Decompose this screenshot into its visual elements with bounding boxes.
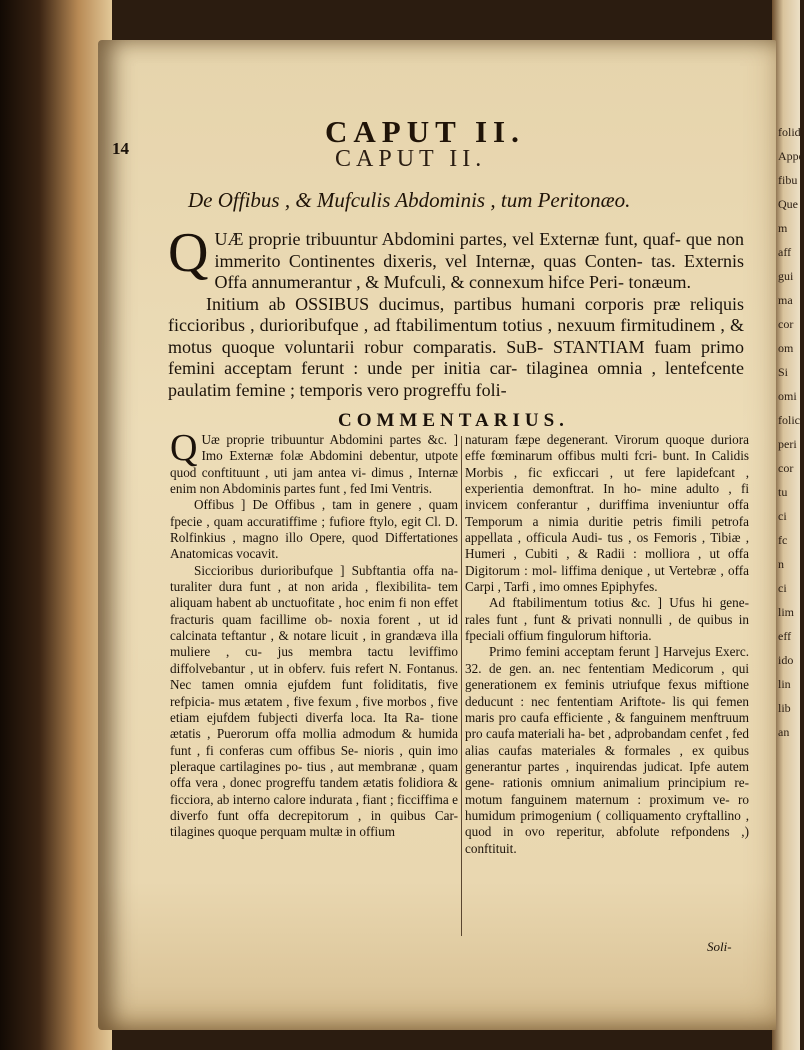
facing-page-fragment: aff [778, 245, 792, 259]
facing-page-fragment: Si [778, 365, 789, 379]
commentary-right-column [465, 432, 749, 857]
facing-page-fragment: an [778, 725, 790, 739]
facing-page-fragment: tu [778, 485, 788, 499]
facing-page-fragment: cor [778, 461, 794, 475]
facing-page-fragment: gui [778, 269, 794, 283]
facing-page-edge [772, 0, 804, 1050]
commentary-paragraph: Offibus ] De Offibus , tam in genere , quam fpecie , quam accuratiffime ; fufiore ftylo, egit Cl. D. Rolfinkius , magno illo Opere, quod Differtationes Anatomicas vocavit. [170, 497, 458, 562]
intro-paragraph-2: Initium ab OSSIBUS ducimus, partibus humani corporis præ reliquis ficcioribus , durioribufque , ad ftabilimentum totius , nexuum firmitudinem , & motus quoque voluntarii robur comparatis. SuB- STANTIAM fuam primo femini acceptam ferunt : unde per initia car- tilaginea omnia , lentefcente paulatim femine ; temporis vero progreffu foli- [168, 293, 744, 400]
facing-page-fragment: fibu [778, 173, 798, 187]
facing-page-fragment: ci [778, 509, 787, 523]
facing-page-fragment: omi [778, 389, 797, 403]
facing-page-text [778, 120, 804, 744]
facing-page-fragment: om [778, 341, 794, 355]
drop-cap-small: Q [170, 427, 198, 469]
facing-page-fragment: eff [778, 629, 792, 643]
facing-page-fragment: lib [778, 701, 791, 715]
commentary-paragraph: Ad ftabilimentum totius &c. ] Ufus hi gene- rales funt , funt & privati nonnulli , de quibus in fpeciali offium fingulorum hiftoria. [465, 595, 749, 644]
intro-paragraph-1 [168, 222, 744, 294]
commentary-paragraph: Primo femini acceptam ferunt ] Harvejus Exerc. 32. de gen. an. nec fententiam Medicorum , qui generationem ex feminis utriufque fexus miftione deducunt : nec fententiam Ariftote- lis qui femen maris pro caufa efficiente , & fanguinem menftruum pro caufa materiali ha- bet , adprobandam cenfet , fed alias caufas materiales & formales , ex quibus generantur partes , inquirendas judicat. Ipfe autem gene- rationis omnium animalium principium re- motum fanguinem maternum : proximum ve- ro humidum primogenium ( colliquamento cryftallino , quod in ovo reperitur, abfolute refpondens ,) conftituit. [465, 644, 749, 856]
facing-page-fragment: ma [778, 293, 793, 307]
catchword: Soli- [707, 939, 732, 954]
intro-paragraph-1-text: UÆ proprie tribuuntur Abdomini partes, vel Externæ funt, quaf- que non immerito Continentes dixeris, vel Internæ, quas Conten- tas. Externis Offa annumerantur , & Mufculi, & connexum hifce Peri- tonæum. [214, 229, 744, 292]
facing-page-fragment: ci [778, 581, 787, 595]
commentary-heading: COMMENTARIUS. [338, 410, 569, 431]
facing-page-fragment: n [778, 557, 784, 571]
intro-text [168, 222, 744, 401]
chapter-title: CAPUT II. [335, 146, 487, 172]
facing-page-fragment: lin [778, 677, 791, 691]
commentary-paragraph: naturam fæpe degenerant. Virorum quoque duriora effe fœminarum offibus multi fcri- bunt. In Calidis Morbis , fic exficcari , ut fere lapidefcant , experientia demonftrat. In ho- mine adulto , fi invicem conferantur , duriffima inveniuntur offa Temporum a nimia duritie petris fimili petrofa appellata , officula Audi- tus , os Femoris , Tibiæ , Humeri , Cubiti , & Radii : molliora , ut offa Digitorum : mol- liffima denique , ut Vertebræ , offa Carpi , Tarfi , imo omnes Epiphyfes. [465, 432, 749, 595]
facing-page-fragment: Que [778, 197, 798, 211]
facing-page-fragment: fc [778, 533, 788, 547]
facing-page-fragment: lim [778, 605, 795, 619]
commentary-paragraph [170, 427, 458, 497]
commentary-paragraph: Siccioribus durioribufque ] Subftantia offa na- turaliter dura funt , at non arida , flexibilita- tem aliquam habent ab unctuofitate , hoc enim fi non effet fracturis quam facillime ob- noxia forent , ut id calcinata teftantur , & notare licuit , in grandæva illa muliere , cu- jus membra tactu leviffimo diffolvebantur , ut in obferv. fuis refert N. Fontanus. Nec tamen omnia ejufdem funt foliditatis, five refpicia- mus ætatem , five fexum , five morbos , five etiam ejufdem fubjecti diverfa loca. Ita Ra- tione ætatis , Puerorum offa mollia admodum & humida funt , fi conferas cum offibus Se- nioris , quin imo pleraque cartilagines po- tius , aut membranæ , quam offa vera , donec progreffu tandem ætatis folidiora & ficciora, ab interno calore indurata , fiant ; ficciffima e diverfo funt offa decrepitorum , in quibus Car- tilagines quoque perquam multæ in offium [170, 562, 458, 840]
facing-page-fragment: ido [778, 653, 794, 667]
drop-cap: Q [168, 222, 209, 284]
chapter-subtitle: De Offibus , & Mufculis Abdominis , tum Peritonæo. [188, 188, 631, 212]
commentary-paragraph-text: Uæ proprie tribuuntur Abdomini partes &c. ] Imo Externæ folæ Abdomini debentur, utpote quod conftituunt , uti jam antea vi- dimus , Internæ enim non Abdominis partes funt , fed Imi Ventris. [170, 432, 458, 497]
commentary-left-column [170, 427, 458, 841]
page-number: 14 [112, 139, 129, 158]
facing-page-fragment: Appe [778, 149, 804, 163]
facing-page-fragment: folic [778, 413, 800, 427]
facing-page-fragment: cor [778, 317, 794, 331]
facing-page-fragment: folid [778, 125, 801, 139]
column-divider [461, 436, 462, 936]
binding-gutter [0, 0, 112, 1050]
facing-page-fragment: m [778, 221, 788, 235]
facing-page-fragment: peri [778, 437, 797, 451]
running-head: CAPUT II. [325, 114, 525, 149]
